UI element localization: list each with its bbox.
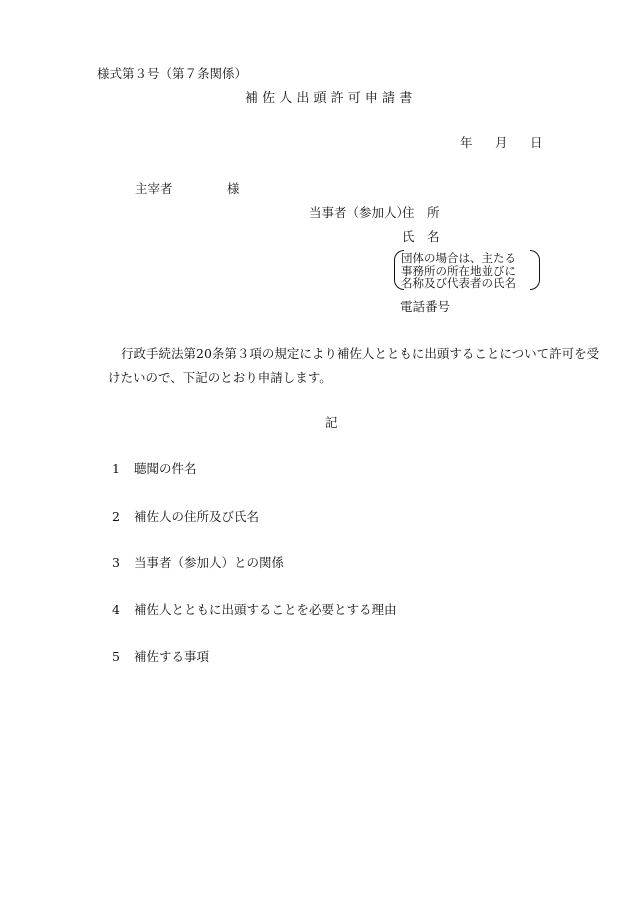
item-label: 聴聞の件名 — [134, 461, 197, 476]
item-number: 4 — [112, 602, 120, 617]
body-line-2: けたいので、下記のとおり申請します。 — [108, 370, 332, 385]
item-label: 補佐する事項 — [134, 649, 210, 664]
date-year: 年 — [460, 135, 473, 150]
right-parenthesis — [530, 250, 540, 290]
note-line: 団体の場合は、主たる — [401, 251, 516, 265]
item-label: 当事者（参加人）との関係 — [134, 555, 285, 570]
item-label: 補佐人の住所及び氏名 — [134, 509, 260, 524]
addressee-name: 主宰者 — [135, 181, 173, 196]
note-line: 名称及び代表者の氏名 — [401, 276, 516, 290]
document-title: 補 佐 人 出 頭 許 可 申 請 書 — [245, 91, 413, 106]
date-day: 日 — [530, 135, 543, 150]
organization-note — [394, 250, 540, 290]
applicant-name-label: 氏 名 — [402, 229, 440, 244]
note-line: 事務所の所在地並びに — [401, 263, 516, 278]
item-label: 補佐人とともに出頭することを必要とする理由 — [134, 602, 397, 617]
phone-label: 電話番号 — [400, 299, 451, 314]
applicant-heading: 当事者（参加人） — [309, 205, 410, 220]
organization-note-text — [401, 252, 516, 290]
item-number: 1 — [112, 461, 120, 476]
item-number: 3 — [112, 555, 120, 570]
body-line-1: 行政手続法第20条第３項の規定により補佐人とともに出頭することについて許可を受 — [121, 346, 600, 361]
item-number: 2 — [112, 509, 120, 524]
date-month: 月 — [495, 135, 508, 150]
ki-heading: 記 — [325, 415, 338, 430]
form-number: 様式第３号（第７条関係） — [97, 66, 248, 81]
addressee-honorific: 様 — [227, 181, 240, 196]
item-number: 5 — [112, 649, 120, 664]
applicant-address-label: 住 所 — [402, 205, 440, 220]
